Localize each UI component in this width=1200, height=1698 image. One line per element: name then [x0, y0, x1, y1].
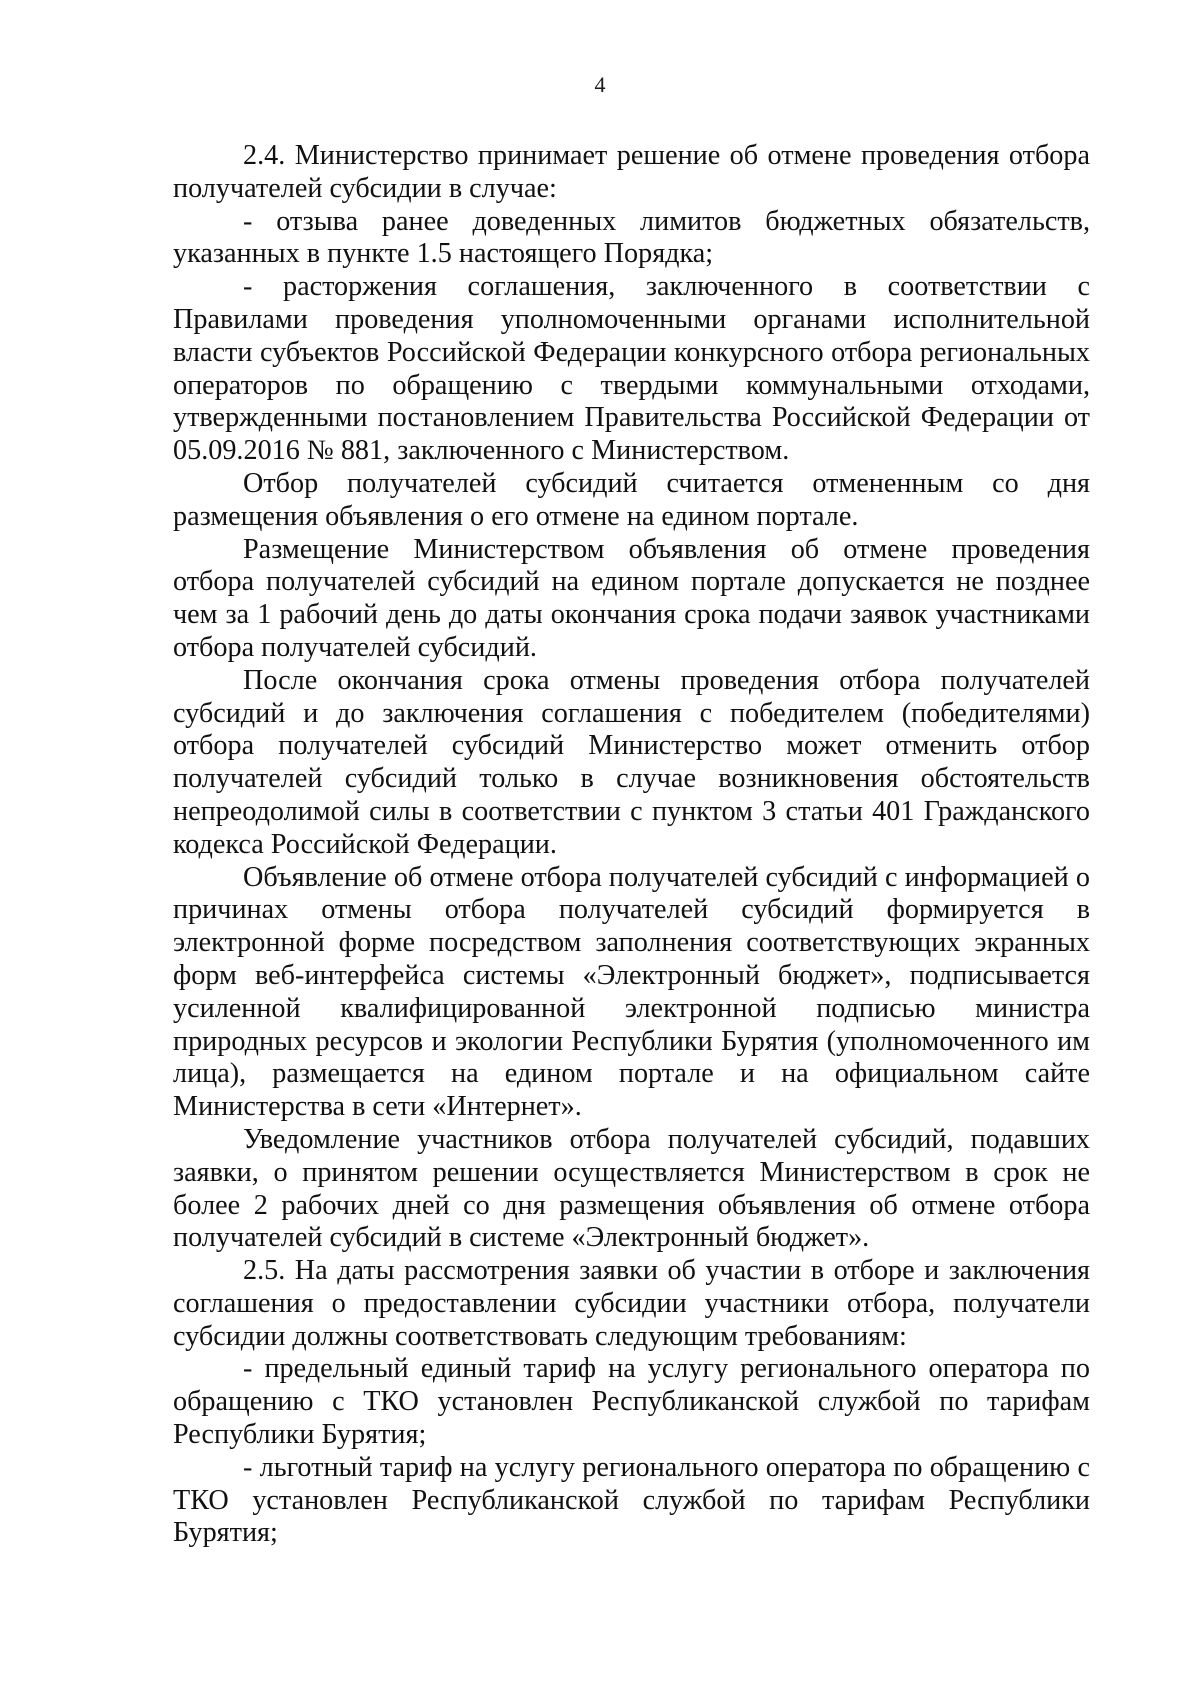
paragraph-agreement-termination: - расторжения соглашения, заключенного в соответствии с Правилами проведения уполномоченными органами исполнительной власти субъектов Российской Федерации конкурсного отбора региональных операторов по обращению с твердыми коммунальными отходами, утвержденными постановлением Правительства Российской Федерации от 05.09.2016 № 881, заключенного с Министерством.	[173, 271, 1090, 467]
page-number: 4	[594, 72, 606, 97]
paragraph-participant-notification: Уведомление участников отбора получателей субсидий, подавших заявки, о принятом решении осуществляется Министерством в срок не более 2 рабочих дней со дня размещения объявления об отмене отбора получателей субсидий в системе «Электронный бюджет».	[173, 1123, 1090, 1254]
paragraph-force-majeure: После окончания срока отмены проведения отбора получателей субсидий и до заключения соглашения с победителем (победителями) отбора получателей субсидий Министерство может отменить отбор получателей субсидий только в случае возникновения обстоятельств непреодолимой силы в соответствии с пунктом 3 статьи 401 Гражданского кодекса Российской Федерации.	[173, 664, 1090, 860]
paragraph-2-5: 2.5. На даты рассмотрения заявки об участии в отборе и заключения соглашения о предоставлении субсидии участники отбора, получатели субсидии должны соответствовать следующим требованиям:	[173, 1255, 1090, 1352]
paragraph-tariff-unified: - предельный единый тариф на услугу регионального оператора по обращению с ТКО установлен Республиканской службой по тарифам Республики Бурятия;	[173, 1353, 1090, 1451]
paragraph-cancellation-deadline: Размещение Министерством объявления об отмене проведения отбора получателей субсидий на едином портале допускается не позднее чем за 1 рабочий день до даты окончания срока подачи заявок участниками отбора получателей субсидий.	[173, 533, 1090, 663]
paragraph-tariff-preferential: - льготный тариф на услугу регионального оператора по обращению с ТКО установлен Республиканской службой по тарифам Республики Бурятия;	[173, 1451, 1090, 1549]
document-body	[173, 140, 1090, 1550]
paragraph-selection-cancelled: Отбор получателей субсидий считается отмененным со дня размещения объявления о его отмене на едином портале.	[173, 467, 1090, 532]
paragraph-cancellation-announcement: Объявление об отмене отбора получателей субсидий с информацией о причинах отмены отбора получателей субсидий формируется в электронной форме посредством заполнения соответствующих экранных форм веб-интерфейса системы «Электронный бюджет», подписывается усиленной квалифицированной электронной подписью министра природных ресурсов и экологии Республики Бурятия (уполномоченного им лица), размещается на едином портале и на официальном сайте Министерства в сети «Интернет».	[173, 861, 1090, 1123]
paragraph-limits-withdrawal: - отзыва ранее доведенных лимитов бюджетных обязательств, указанных в пункте 1.5 настоящего Порядка;	[173, 205, 1090, 270]
paragraph-2-4: 2.4. Министерство принимает решение об отмене проведения отбора получателей субсидии в случае:	[173, 140, 1090, 204]
